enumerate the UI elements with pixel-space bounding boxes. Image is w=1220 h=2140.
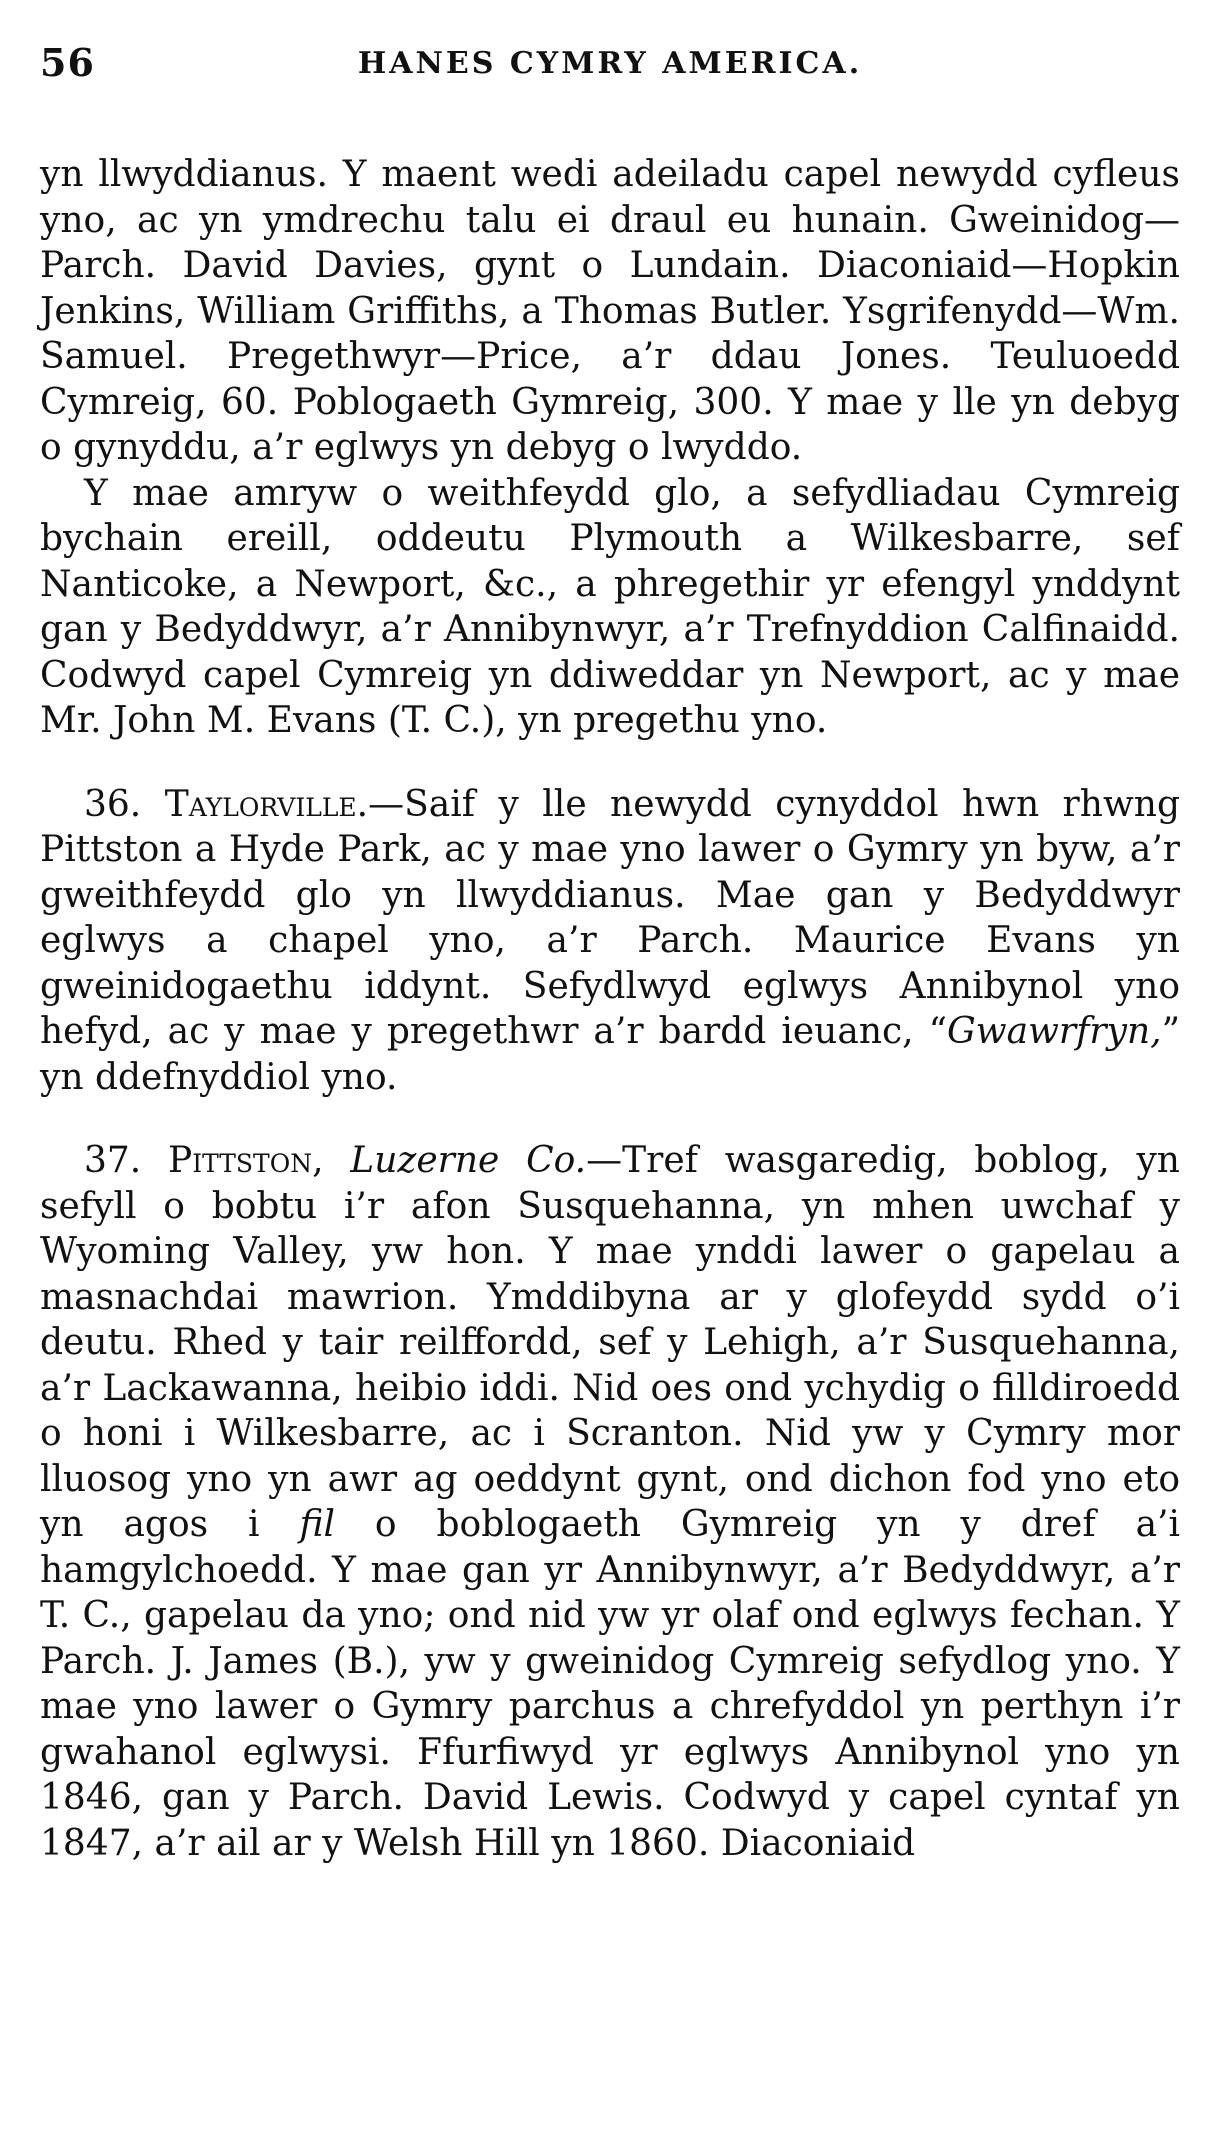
paragraph-spacer (40, 744, 1180, 782)
entry-number: 37. (84, 1140, 142, 1181)
paragraph-coal-works: Y mae amryw o weithfeydd glo, a sefydliadau Cymreig bychain ereill, oddeutu Plymouth a Wilkesbarre, sef Nanticoke, a Newport, &c., a phregethir yr efengyl ynddynt gan y Bedyddwyr, a’r Annibynwyr, a’r Trefnyddion Calfinaidd. Codwyd capel Cymreig yn ddiweddar yn Newport, ac y mae Mr. John M. Evans (T. C.), yn pregethu yno. (40, 472, 1180, 741)
entry-text-end: ” yn ddefnyddiol yno. (40, 1011, 1180, 1098)
entry-number: 36. (84, 783, 142, 825)
paragraph-spacer (40, 1100, 1180, 1138)
entry-heading-county: Luzerne Co. (350, 1140, 587, 1181)
running-title: HANES CYMRY AMERICA. (357, 46, 863, 81)
entry-italic-name: Gwawrfryn, (947, 1011, 1162, 1052)
book-page (40, 40, 1180, 2120)
page-header (40, 40, 1180, 110)
paragraph-taylorville (40, 782, 1180, 1101)
paragraph-continuation: yn llwyddianus. Y maent wedi adeiladu capel newydd cyfleus yno, ac yn ymdrechu talu ei draul eu hunain. Gweinidog—Parch. David Davies, gynt o Lundain. Diaconiaid—Hopkin Jenkins, William Griffiths, a Thomas Butler. Ysgrifenydd—Wm. Samuel. Pregethwyr—Price, a’r ddau Jones. Teuluoedd Cymreig, 60. Poblogaeth Gymreig, 300. Y mae y lle yn debyg o gynyddu, a’r eglwys yn debyg o lwyddo. (40, 154, 1180, 468)
entry-heading: Pittston, (168, 1140, 324, 1181)
paragraph-pittston (40, 1138, 1180, 1866)
entry-text: —Tref wasgaredig, boblog, yn sefyll o bobtu i’r afon Susquehanna, yn mhen uwchaf y Wyoming Valley, yw hon. Y mae ynddi lawer o gapelau a masnachdai mawrion. Ymddibyna ar y glofeydd sydd o’i deutu. Rhed y tair reilffordd, sef y Lehigh, a’r Susquehanna, a’r Lackawanna, heibio iddi. Nid oes ond ychydig o filldiroedd o honi i Wilkesbarre, ac i Scranton. Nid yw y Cymry mor lluosog yno yn awr ag oeddynt gynt, ond dichon fod yno eto yn agos i (40, 1140, 1180, 1545)
entry-italic-word: fil (299, 1504, 335, 1545)
entry-heading: Taylorville. (164, 783, 369, 825)
body-text (40, 152, 1180, 1866)
entry-text-end: o boblogaeth Gymreig yn y dref a’i hamgylchoedd. Y mae gan yr Annibynwyr, a’r Bedyddwyr, a’r T. C., gapelau da yno; ond nid yw yr olaf ond eglwys fechan. Y Parch. J. James (B.), yw y gweinidog Cymreig sefydlog yno. Y mae yno lawer o Gymry parchus a chrefyddol yn perthyn i’r gwahanol eglwysi. Ffurfiwyd yr eglwys Annibynol yno yn 1846, gan y Parch. David Lewis. Codwyd y capel cyntaf yn 1847, a’r ail ar y Welsh Hill yn 1860. Diaconiaid (40, 1504, 1180, 1864)
entry-text: —Saif y lle newydd cynyddol hwn rhwng Pittston a Hyde Park, ac y mae yno lawer o Gymry yn byw, a’r gweithfeydd glo yn llwyddianus. Mae gan y Bedyddwyr eglwys a chapel yno, a’r Parch. Maurice Evans yn gweinidogaethu iddynt. Sefydlwyd eglwys Annibynol yno hefyd, ac y mae y pregethwr a’r bardd ieuanc, “ (40, 783, 1180, 1052)
page-number: 56 (40, 40, 95, 85)
